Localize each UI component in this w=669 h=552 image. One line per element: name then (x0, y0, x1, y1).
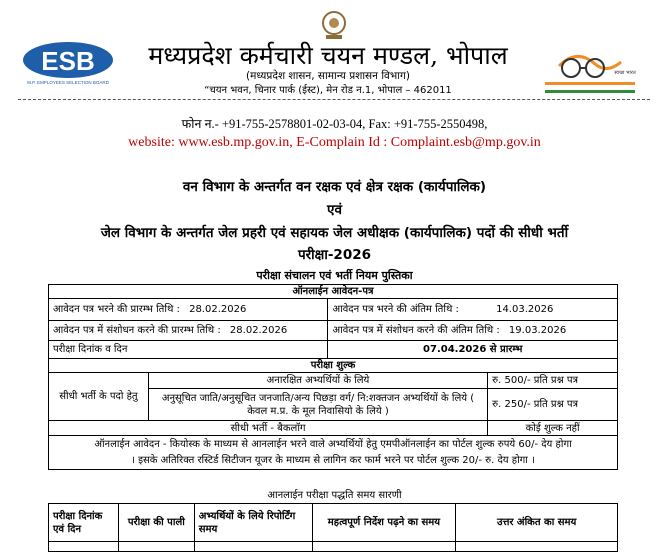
start-date-cell: आवेदन पत्र भरने की प्रारम्भ तिथि : 28.02.2026 (49, 299, 328, 321)
exam-schedule-table (48, 503, 618, 552)
state-emblem-icon (318, 10, 350, 40)
logo-text: ESB (41, 46, 95, 76)
start-date-value: 28.02.2026 (189, 304, 247, 315)
exam-date-value: 07.04.2026 से प्रारम्भ (328, 341, 618, 359)
edit-end-cell: आवेदन पत्र में संशोधन करने की अंतिम तिथि : 19.03.2026 (328, 321, 618, 341)
title-line-1: वन विभाग के अन्तर्गत वन रक्षक एवं क्षेत्र रक्षक (कार्यपालिक) (182, 179, 487, 195)
reserved-label: अनुसूचित जाति/अनुसूचित जनजाति/अन्य पिछड़ा वर्ग/ नि:शक्तजन अभ्यर्थियों के लिये ( केवल म.प्र. के मूल निवासियो के लिये ) (148, 389, 487, 421)
org-name: मध्यप्रदेश कर्मचारी चयन मण्डल, भोपाल (148, 41, 508, 70)
table-row (49, 373, 618, 389)
table-row (49, 542, 618, 552)
end-date-label: आवेदन पत्र भरने की अंतिम तिथि (332, 304, 453, 315)
backlog-label: सीधी भर्ती - बैकलॉग (49, 421, 488, 436)
esb-logo (22, 40, 114, 86)
unreserved-label: अनारक्षित अभ्यर्थियों के लिये (148, 373, 487, 389)
schedule-header-instructions: महत्वपूर्ण निर्देश पढ़ने का समय (312, 504, 456, 542)
schedule-header-answer: उत्तर अंकित का समय (456, 504, 618, 542)
schedule-title: आनलाईन परीक्षा पद्धति समय सारणी (267, 490, 402, 501)
table-row (49, 299, 618, 321)
phone-line: फोन न.- +91-755-2578801-02-03-04, Fax: +91-755-2550498, (181, 117, 488, 131)
start-date-label: आवेदन पत्र भरने की प्रारम्भ तिथि (53, 304, 174, 315)
org-subtitle: (मध्यप्रदेश शासन, सामान्य प्रशासन विभाग) (245, 70, 410, 82)
logo-caption: M.P. EMPLOYEES SELECTION BOARD (27, 80, 109, 85)
title-line-5: परीक्षा संचालन एवं भर्ती नियम पुस्तिका (256, 269, 413, 282)
edit-start-label: आवेदन पत्र में संशोधन करने की प्रारम्भ तिथि (53, 325, 215, 336)
application-info-table (48, 284, 618, 470)
direct-posts-label: सीधी भर्ती के पदो हेतु (49, 373, 149, 421)
online-application-header: ऑनलाईन आवेदन-पत्र (49, 285, 618, 299)
title-line-4: परीक्षा-2026 (297, 247, 372, 263)
exam-date-label: परीक्षा दिनांक व दिन (49, 341, 328, 359)
org-address: “चयन भवन, चिनार पार्क (ईस्ट), मेन रोड न.1, भोपाल – 462011 (204, 85, 452, 96)
edit-start-value: 28.02.2026 (229, 325, 288, 336)
end-date-cell: आवेदन पत्र भरने की अंतिम तिथि : 14.03.2026 (328, 299, 618, 321)
title-line-2: एवं (327, 202, 342, 218)
swachh-bharat-logo (537, 44, 643, 96)
schedule-header-date: परीक्षा दिनांक एवं दिन (49, 504, 119, 542)
website-line: website: www.esb.mp.gov.in, E-Complain Id : Complaint.esb@mp.gov.in (128, 135, 541, 150)
portal-fee-note (49, 436, 618, 470)
edit-end-label: आवेदन पत्र में संशोधन करने की अंतिम तिथि (332, 325, 494, 336)
edit-start-cell: आवेदन पत्र में संशोधन करने की प्रारम्भ तिथि : 28.02.2026 (49, 321, 328, 341)
portal-fee-note-1: ऑनलाईन आवेदन - कियोस्क के माध्यम से आनलाईन भरने वाले अभ्यर्थियों हेतु एमपीऑनलाईन का पोर्टल शुल्क रुपये 60/- देय होगा (94, 438, 572, 450)
reserved-fee: रु. 250/- प्रति प्रश्न पत्र (488, 389, 618, 421)
tiranga-caption: स्वच्छ भारत (614, 70, 636, 76)
table-row (49, 421, 618, 436)
unreserved-fee: रु. 500/- प्रति प्रश्न पत्र (488, 373, 618, 389)
backlog-fee: कोई शुल्क नहीं (488, 421, 618, 436)
table-row (49, 321, 618, 341)
portal-fee-note-2: । इसके अतिरिक्त रस्टिर्ड सिटीजन यूजर के माध्यम से लागिन कर फार्म भरने पर पोर्टल शुल्क 20/- रु. देय होगा । (131, 454, 535, 466)
title-line-3: जेल विभाग के अन्तर्गत जेल प्रहरी एवं सहायक जेल अधीक्षक (कार्यपालिक) पदों की सीधी भर्ती (100, 225, 569, 241)
fee-header: परीक्षा शुल्क (49, 359, 618, 373)
table-row (49, 436, 618, 470)
schedule-header-reporting: अभ्यर्थियों के लिये रिपोर्टिंग समय (194, 504, 312, 542)
schedule-header-shift: परीक्षा की पाली (118, 504, 194, 542)
end-date-value: 14.03.2026 (496, 304, 554, 315)
header-divider (18, 99, 650, 100)
table-row (49, 504, 618, 542)
edit-end-value: 19.03.2026 (508, 325, 567, 336)
table-row (49, 341, 618, 359)
